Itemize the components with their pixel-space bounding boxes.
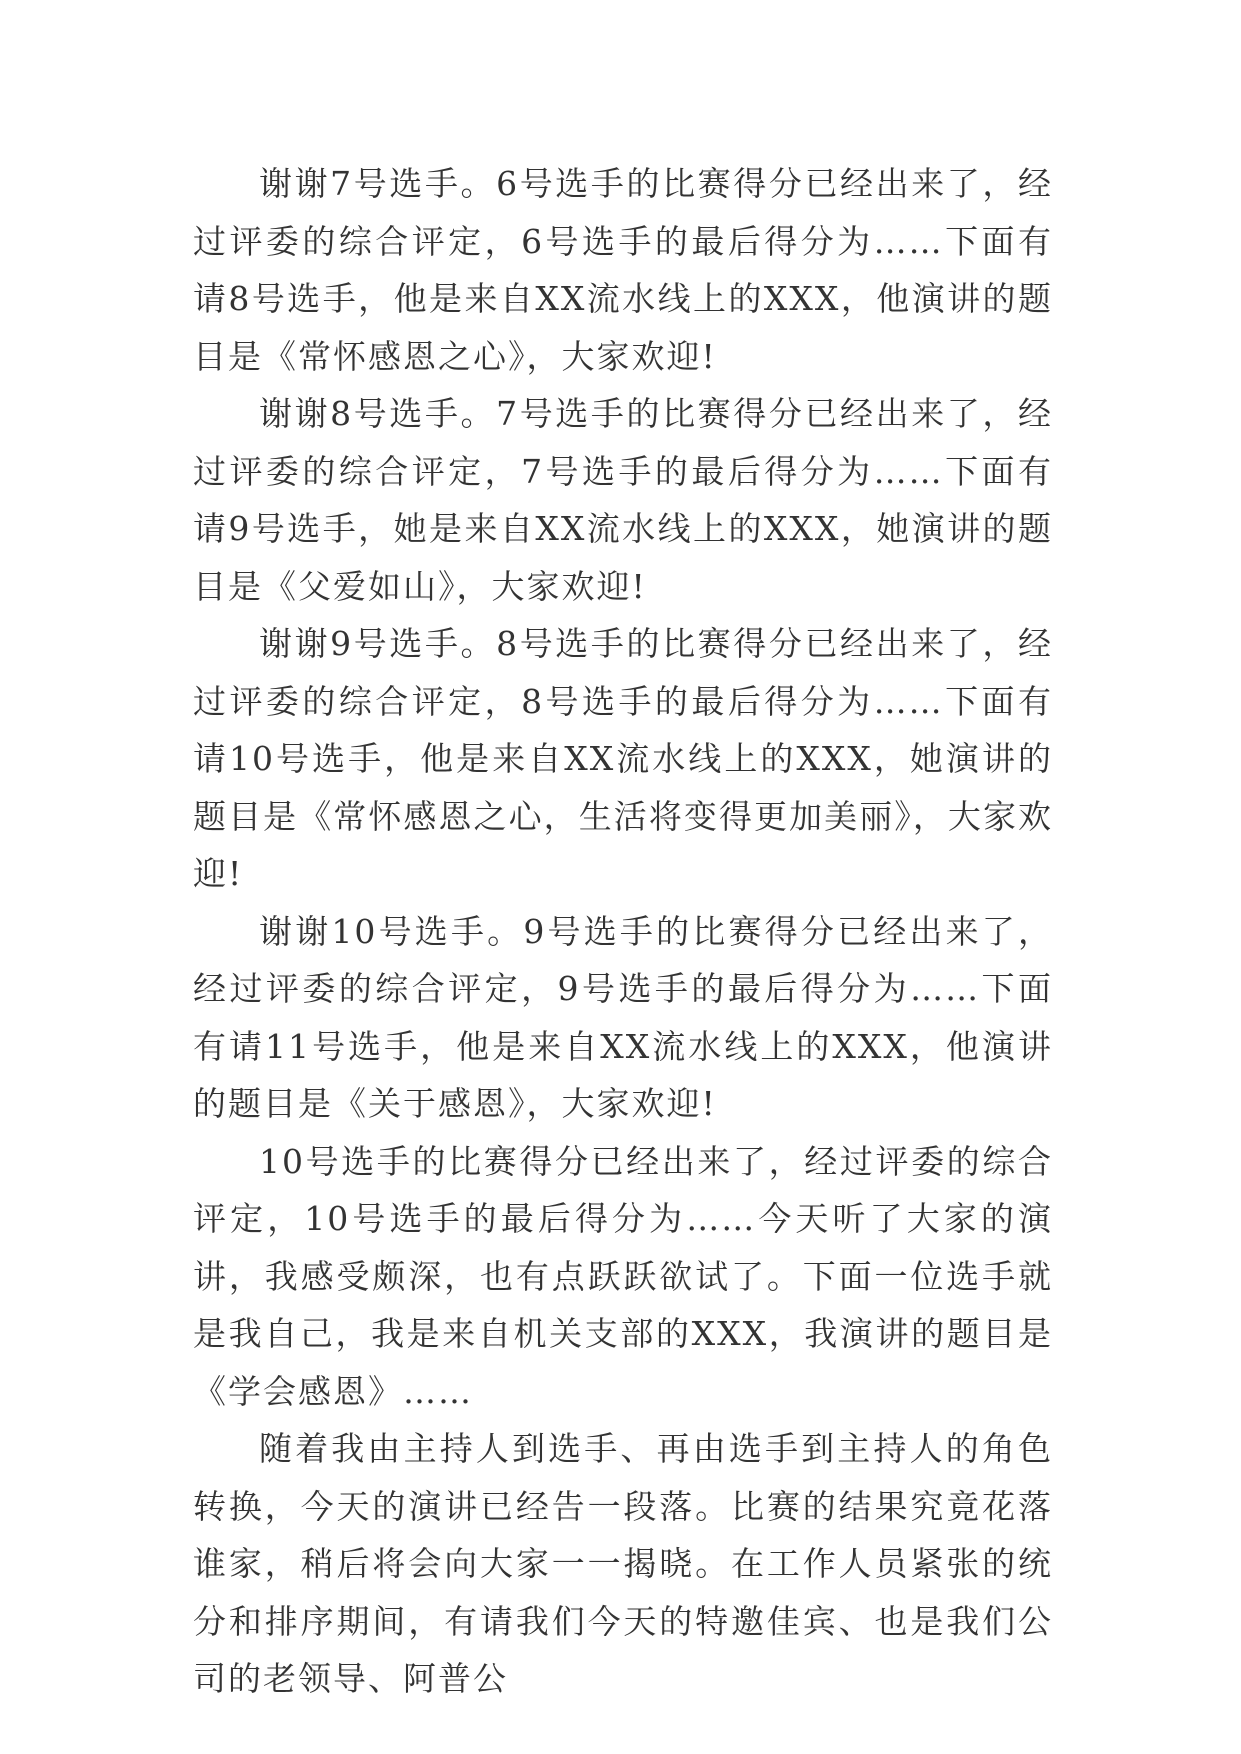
document-body [193,155,1053,1708]
paragraph-5: 10号选手的比赛得分已经出来了，经过评委的综合评定，10号选手的最后得分为……今天听了大家的演讲，我感受颇深，也有点跃跃欲试了。下面一位选手就是我自己，我是来自机关支部的XXX，我演讲的题目是《学会感恩》…… [193,1141,1053,1411]
paragraph-3: 谢谢9号选手。8号选手的比赛得分已经出来了，经过评委的综合评定，8号选手的最后得分为……下面有请10号选手，他是来自XX流水线上的XXX，她演讲的题目是《常怀感恩之心，生活将变得更加美丽》，大家欢迎! [193,624,1053,893]
paragraph-1: 谢谢7号选手。6号选手的比赛得分已经出来了，经过评委的综合评定，6号选手的最后得分为……下面有请8号选手，他是来自XX流水线上的XXX，他演讲的题目是《常怀感恩之心》，大家欢迎! [193,164,1053,376]
paragraph-6: 随着我由主持人到选手、再由选手到主持人的角色转换，今天的演讲已经告一段落。比赛的结果究竟花落谁家，稍后将会向大家一一揭晓。在工作人员紧张的统分和排序期间，有请我们今天的特邀佳宾、也是我们公司的老领导、阿普公 [193,1429,1053,1698]
paragraph-2: 谢谢8号选手。7号选手的比赛得分已经出来了，经过评委的综合评定，7号选手的最后得分为……下面有请9号选手，她是来自XX流水线上的XXX，她演讲的题目是《父爱如山》，大家欢迎! [193,394,1053,606]
paragraph-4: 谢谢10号选手。9号选手的比赛得分已经出来了，经过评委的综合评定，9号选手的最后得分为……下面有请11号选手，他是来自XX流水线上的XXX，他演讲的题目是《关于感恩》，大家欢迎! [193,911,1053,1123]
